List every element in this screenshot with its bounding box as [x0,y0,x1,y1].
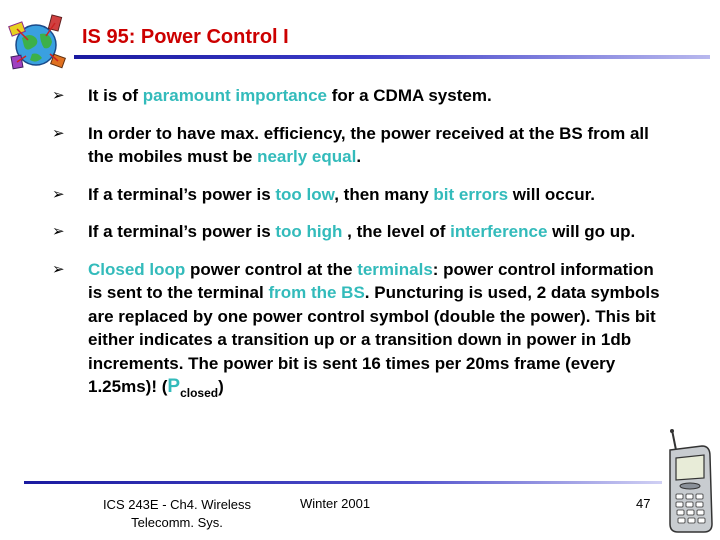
subscript-text: closed [180,386,219,400]
bullet-text [88,259,660,400]
bullet-text-run: will go up. [547,222,636,241]
highlighted-term: P [167,376,181,397]
highlighted-term: too low [275,184,335,204]
arrowhead-bullet-icon: ➢ [52,260,65,278]
bullet-text-run: In order to have max. efficiency, the power received at the BS from all the mobiles must be [88,123,649,166]
bullet-text-run: for a CDMA system. [326,86,492,105]
highlighted-term: Closed loop [88,259,186,279]
arrowhead-bullet-icon: ➢ [52,223,65,240]
bullet-text-run: ) [218,377,224,396]
bullet-text-run: If a terminal’s power is [88,184,276,204]
bullet-text-run: . Puncturing is used, 2 data symbols are replaced by one power control symbol (double the power). This bit either indicates a transition up or a transition down in power in 1db increments. The power bit is sent 16 times per 20ms frame (every 1.25ms)! ( [88,283,660,396]
highlighted-term: interference [450,222,548,241]
bullet-text [88,86,492,105]
bullet-text-run: : power control information is sent to the terminal [88,259,654,302]
slide-title: IS 95: Power Control I [82,26,289,48]
highlighted-term: bit errors [433,184,509,204]
bullet-text [88,124,649,167]
page-number: 47 [636,496,651,511]
bullet-item [52,84,672,108]
bullet-item [52,258,672,401]
bullet-list [52,84,672,401]
globe-network-icon [6,12,72,74]
title-divider [74,55,710,59]
bullet-text-run: will occur. [508,184,595,204]
arrowhead-bullet-icon: ➢ [52,124,65,142]
arrowhead-bullet-icon: ➢ [52,185,65,203]
bullet-text-run: power control at the [185,259,358,279]
footer-course [92,496,262,532]
bullet-item [52,220,672,244]
arrowhead-bullet-icon: ➢ [52,87,65,104]
mobile-phone-icon [662,428,714,534]
bullet-item [52,183,672,207]
highlighted-term: nearly equal [257,147,357,166]
bullet-text [88,185,595,204]
bullet-text-run: . [356,147,362,166]
bullet-item [52,122,672,169]
highlighted-term: too high [275,222,343,241]
bullet-text-run: , then many [334,184,434,204]
highlighted-term: terminals [357,259,433,279]
highlighted-term: paramount importance [142,86,327,105]
footer-course-line2: Telecomm. Sys. [131,515,223,530]
bullet-text-run: If a terminal’s power is [88,222,276,241]
footer-date: Winter 2001 [300,496,371,511]
bullet-text-run: , the level of [342,222,451,241]
bullet-text-run: It is of [88,86,143,105]
footer-divider [24,481,662,484]
highlighted-term: from the BS [268,283,365,302]
footer-course-line1: ICS 243E - Ch4. Wireless [102,497,252,512]
bullet-text [88,222,635,241]
